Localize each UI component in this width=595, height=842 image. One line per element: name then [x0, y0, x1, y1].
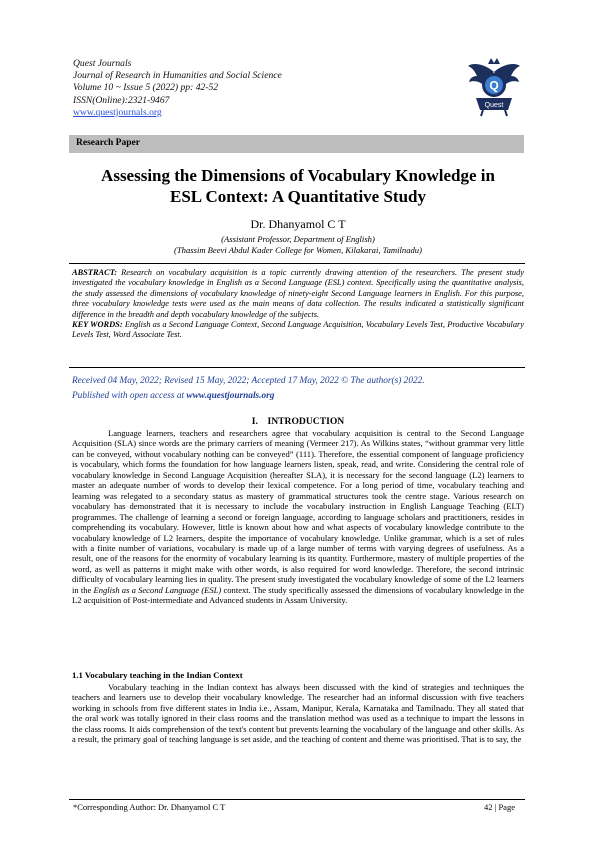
journal-name: Quest Journals: [73, 58, 132, 69]
logo-letter: Q: [489, 78, 499, 93]
intro-text-italic: English as a Second Language (ESL): [93, 584, 222, 595]
publication-dates: [72, 374, 524, 403]
title-line-2: ESL Context: A Quantitative Study: [170, 187, 426, 206]
intro-text-part-1: Language learners, teachers and researchers agree that vocabulary acquisition is central to the Second Language Acquisition (SLA) since words are the primary carriers of meaning (Vermeer 217). As Wilkins states, “without grammar very little can be conveyed, without vocabulary nothing can be conveyed” (111). Therefore, the essential component of language proficiency is vocabulary, which forms the foundation for how language learners listen, speak, read, and write. Considering the central role of vocabulary knowledge in Second Language Acquisition (hereafter SLA), it is necessary for the second language (L2) learners to master an adequate number of words to develop their lexical competence. For a long period of time, vocabulary teaching and learning was relegated to a secondary status as mastery of grammatical structures took the centre stage. Various research on vocabulary has demonstrated that it is necessary to include the vocabulary instruction in English Language Teaching (ELT) programmes. The challenge of learning a second or foreign language, according to language scholars and practitioners, resides in comprehending its vocabulary. However, little is known about how and what aspects of vocabulary knowledge contribute to the vocabulary knowledge of L2 learners, despite the importance of vocabulary knowledge. Unlike grammar, which is a set of rules with a finite number of variations, vocabulary is made up of a large number of terms with varying degrees of usefulness. As a result, one of the reasons for the enormity of vocabulary learning is its quantity. Furthermore, mastery of multiple properties of the word, as well as patterns it might make with other words, is also required for word knowledge. Therefore, the second intrinsic difficulty of vocabulary learning lies in quality. The present study investigated the vocabulary knowledge of some of the L2 learners in the: [72, 428, 524, 595]
journal-url-link[interactable]: www.questjournals.org: [73, 106, 162, 118]
journal-volume: Volume 10 ~ Issue 5 (2022) pp: 42-52: [73, 82, 219, 94]
open-access-link[interactable]: www.questjournals.org: [186, 390, 275, 401]
section-heading-introduction: I. INTRODUCTION: [251, 416, 345, 427]
open-access-line: [72, 389, 524, 404]
keywords-paragraph: [72, 320, 524, 341]
title-line-1: Assessing the Dimensions of Vocabulary Knowledge in: [101, 166, 495, 185]
abstract-label: ABSTRACT:: [72, 268, 117, 277]
keywords-label: KEY WORDS:: [72, 320, 123, 330]
quest-journals-logo: [467, 58, 521, 118]
intro-text-part-2: context. The study specifically assessed the dimensions of vocabulary knowledge in the L2 acquisition of Post-intermediate and Advanced students in Assam University.: [72, 584, 524, 606]
author-name: Dr. Dhanyamol C T: [250, 217, 346, 231]
abstract-top-rule: [69, 263, 525, 264]
abstract-text: Research on vocabulary acquisition is a topic currently drawing attention of the researchers. The present study investigated the vocabulary knowledge in English as a Second Language (ESL) context. Specifically using the quantitative analysis, the study assessed the dimensions of vocabulary knowledge of ninety-eight Second Language learners in English. For this purpose, three vocabulary knowledge tests were used as the main means of data collection. The results indicated a statistically significant difference in the breadth and depth vocabulary knowledge of the subjects.: [72, 268, 524, 319]
section-heading-1-1: 1.1 Vocabulary teaching in the Indian Context: [72, 670, 243, 680]
affiliation-line-1: (Assistant Professor, Department of English): [221, 234, 375, 244]
paper-type-bar: [69, 135, 524, 153]
affiliation-line-2: (Thassim Beevi Abdul Kader College for Women, Kilakarai, Tamilnadu): [174, 244, 422, 255]
section-1-1-paragraph: Vocabulary teaching in the Indian context has always been discussed with the kind of strategies and techniques the teachers and learners use to develop their vocabulary knowledge. The researcher had an informal discussion with five teachers working in schools from five different states in India i.e., Assam, Manipur, Kerala, Karnataka and Tamilnadu. They all stated that the oral work was totally ignored in their class rooms and the translation method was used as a technique to impart the lessons in the class rooms. It aids comprehension of the text's content but prevents learning the vocabulary of the language and other skills. As a result, the primary goal of teaching language is set aside, and the teaching of content and theme was prioritised. That is to say, the: [72, 682, 524, 745]
logo-text: Quest: [484, 102, 504, 109]
journal-header: [73, 58, 282, 119]
author-affiliation: [70, 234, 526, 255]
dates-line: Received 04 May, 2022; Revised 15 May, 2022; Accepted 17 May, 2022 © The author(s) 2022.: [72, 376, 425, 386]
journal-issn: ISSN(Online):2321-9467: [73, 94, 170, 106]
introduction-paragraph: [72, 428, 524, 606]
abstract-bottom-rule: [69, 367, 525, 368]
journal-title: Journal of Research in Humanities and Social Science: [73, 70, 282, 82]
open-access-prefix: Published with open access at: [72, 390, 187, 401]
corresponding-author-footer: *Corresponding Author: Dr. Dhanyamol C T: [73, 802, 226, 812]
footer-rule: [69, 799, 525, 800]
paper-type-label: Research Paper: [76, 138, 140, 148]
paper-title: [70, 165, 526, 207]
page-number: 42 | Page: [484, 802, 515, 812]
abstract-block: [72, 268, 524, 341]
keywords-text: English as a Second Language Context, Second Language Acquisition, Vocabulary Levels Test, Productive Vocabulary Levels Test, Word Associate Test.: [72, 320, 524, 340]
abstract-paragraph: [72, 268, 524, 320]
